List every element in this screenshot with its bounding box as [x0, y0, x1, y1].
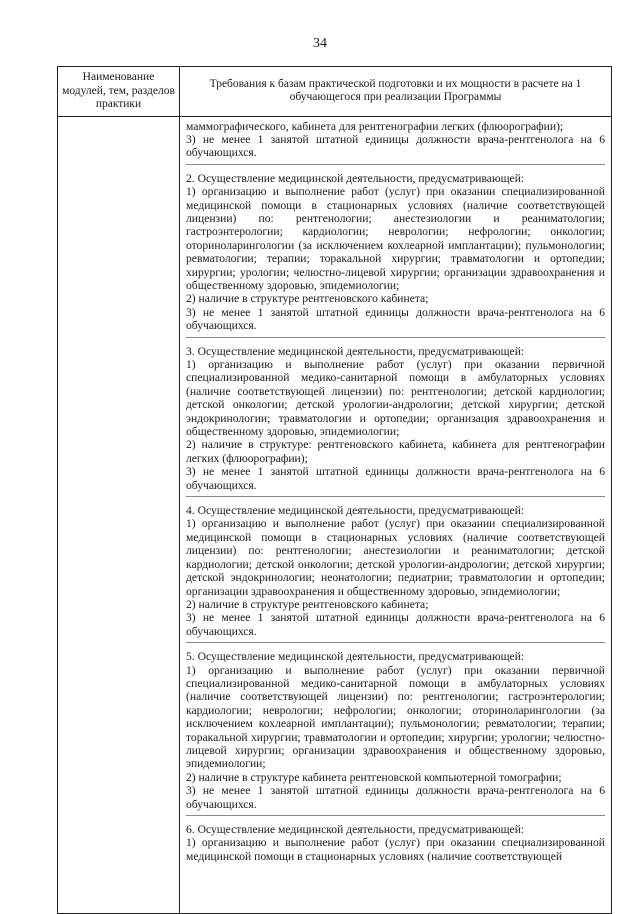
page-number: 34	[313, 36, 327, 51]
section-5	[186, 642, 605, 815]
table-row	[58, 116, 612, 914]
section-line: 2) наличие в структуре кабинета рентгеновской компьютерной томографии;	[186, 770, 562, 784]
section-line: 1) организацию и выполнение работ (услуг) при оказании специализированной медицинской помощи в стационарных условиях (наличие соответствующей лицензии) по: рентгенологии; анестезиологии и реаниматологии; детской кардиологии; детской онкологии; детской урологии-андрологии; детской хирургии; детской эндокринологии; неонатологии; педиатрии; травматологии и ортопедии; организации здравоохранения и общественному здоровью, эпидемиологии;	[186, 517, 605, 598]
section-line: 2) наличие в структуре рентгеновского кабинета;	[186, 292, 429, 306]
section-line: 2) наличие в структуре рентгеновского кабинета;	[186, 597, 429, 611]
requirements-table	[57, 66, 612, 914]
section-line: 1) организацию и выполнение работ (услуг) при оказании специализированной медицинской помощи в стационарных условиях (наличие соответствующей	[186, 836, 605, 863]
table-header-row	[58, 67, 612, 117]
header-requirements: Требования к базам практической подготовки и их мощности в расчете на 1 обучающегося при реализации Программы	[180, 67, 612, 117]
section-line: 1) организацию и выполнение работ (услуг) при оказании первичной специализированной медико-санитарной помощи в амбулаторных условиях (наличие соответствующей лицензии) по: рентгенологии; детской кардиологии; детской онкологии; детской урологии-андрологии; детской хирургии; детской эндокринологии; травматологии и ортопедии; организация здравоохранения и общественному здоровью, эпидемиологии;	[186, 358, 605, 439]
section-line: 3) не менее 1 занятой штатной единицы должности врача-рентгенолога на 6 обучающихся.	[186, 611, 605, 638]
header-modules: Наименование модулей, тем, разделов практики	[58, 67, 180, 117]
modules-cell	[58, 116, 180, 914]
section-6	[186, 815, 605, 867]
section-continued	[186, 117, 605, 164]
section-line: 2) наличие в структуре: рентгеновского кабинета, кабинета для рентгенографии легких (флюорографии);	[186, 438, 605, 465]
section-line: 3) не менее 1 занятой штатной единицы должности врача-рентгенолога на 6 обучающихся.	[186, 305, 605, 333]
section-line: 1) организацию и выполнение работ (услуг) при оказании специализированной медицинской помощи в стационарных условиях (наличие соответствующей лицензии) по: рентгенологии; анестезиологии и реаниматологии; гастроэнтерологии; кардиологии; неврологии; нефрологии; онкологии; оториноларингологии (за исключением кохлеарной имплантации); пульмонологии; ревматологии; терапии; торакальной хирургии; травматологии и ортопедии; хирургии; урологии; челюстно-лицевой хирургии; организации здравоохранения и общественному здоровью, эпидемиологии;	[186, 185, 605, 292]
section-line: 3) не менее 1 занятой штатной единицы должности врача-рентгенолога на 6 обучающихся.	[186, 784, 605, 811]
section-heading: 4. Осуществление медицинской деятельности, предусматривающей:	[186, 504, 525, 518]
section-line: 3) не менее 1 занятой штатной единицы должности врача-рентгенолога на 6 обучающихся.	[186, 465, 605, 492]
section-line: 3) не менее 1 занятой штатной единицы должности врача-рентгенолога на 6 обучающихся.	[186, 132, 605, 160]
section-heading: 2. Осуществление медицинской деятельности, предусматривающей:	[186, 171, 525, 185]
section-2	[186, 164, 605, 337]
section-line: маммографического, кабинета для рентгенографии легких (флюорографии);	[186, 119, 564, 133]
section-heading: 3. Осуществление медицинской деятельности, предусматривающей:	[186, 344, 525, 358]
section-line: 1) организацию и выполнение работ (услуг) при оказании первичной специализированной медико-санитарной помощи в амбулаторных условиях (наличие соответствующей лицензии) по: рентгенологии; гастроэнтерологии; кардиологии; неврологии; нефрологии; онкологии; оториноларингологии (за исключением кохлеарной имплантации); пульмонологии; ревматологии; терапии; торакальной хирургии; травматологии и ортопедии; хирургии; урологии; челюстно-лицевой хирургии; организации здравоохранения и общественному здоровью, эпидемиологии;	[186, 663, 605, 771]
section-3	[186, 337, 605, 496]
requirements-cell	[180, 116, 612, 914]
section-heading: 6. Осуществление медицинской деятельности, предусматривающей:	[186, 823, 525, 836]
section-heading: 5. Осуществление медицинской деятельности, предусматривающей:	[186, 650, 525, 664]
section-4	[186, 496, 605, 642]
